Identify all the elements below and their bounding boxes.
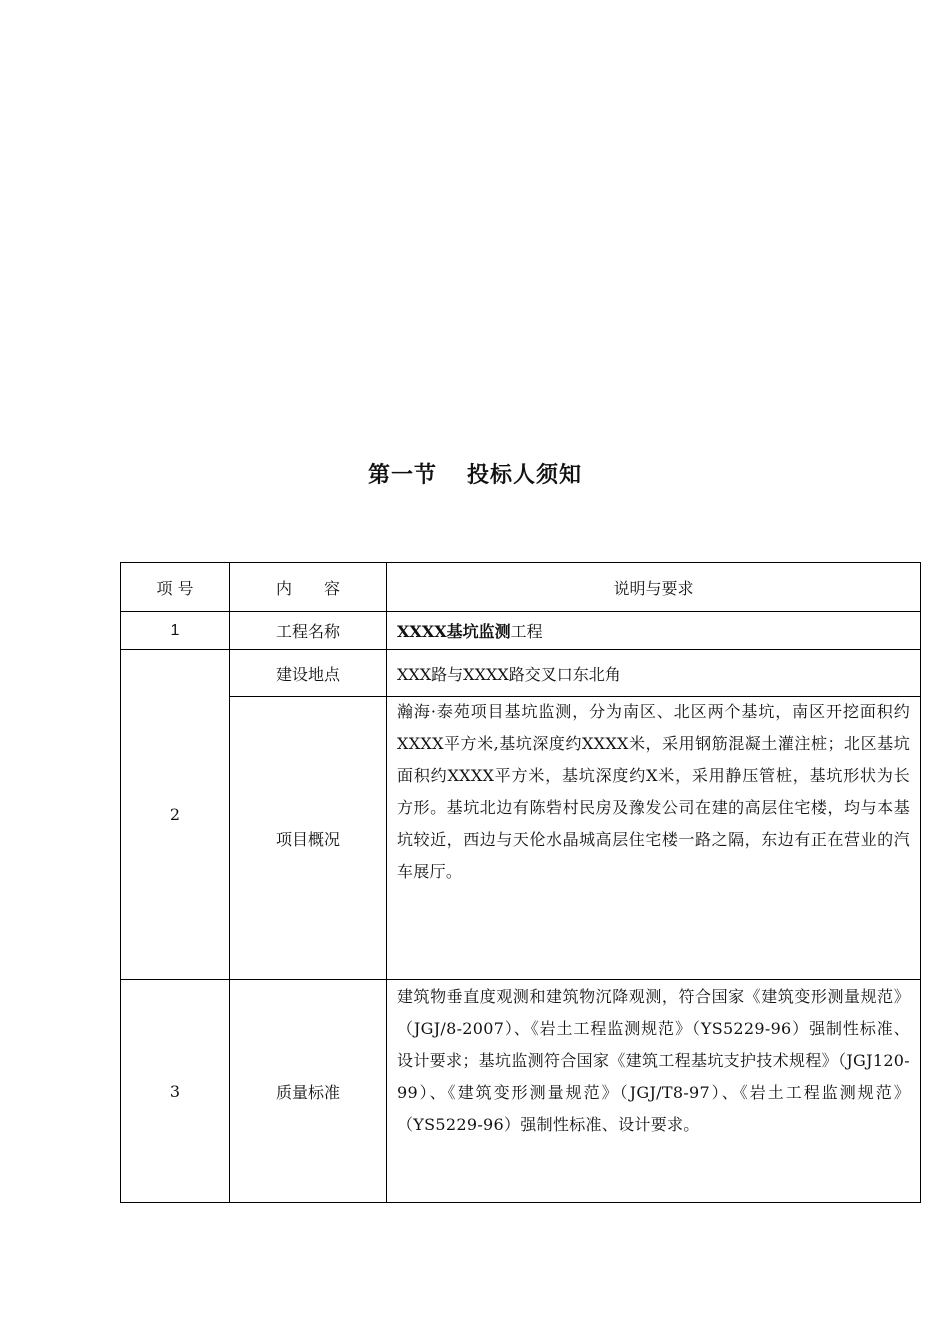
- row-description: [387, 697, 921, 980]
- quality-standard-text: 建筑物垂直度观测和建筑物沉降观测，符合国家《建筑变形测量规范》（JGJ/8-2007）、《岩土工程监测规范》（YS5229-96）强制性标准、设计要求；基坑监测符合国家《建筑工程基坑支护技术规程》（JGJ120-99）、《建筑变形测量规范》（JGJ/T8-97）、《岩土工程监测规范》（YS5229-96）强制性标准、设计要求。: [397, 987, 910, 1134]
- row-number: 2: [121, 650, 230, 980]
- section-heading: 投标人须知: [467, 462, 583, 488]
- row-item: 工程名称: [230, 612, 387, 650]
- project-name-bold: XXXX基坑监测: [397, 622, 511, 641]
- project-name-suffix: 工程: [510, 622, 543, 641]
- row-description: XXX路与XXXX路交叉口东北角: [387, 650, 921, 697]
- row-description: [387, 612, 921, 650]
- table-row: [121, 697, 921, 980]
- row-item: 建设地点: [230, 650, 387, 697]
- row-item: 项目概况: [230, 697, 387, 980]
- header-content: 内 容: [230, 563, 387, 612]
- section-number: 第一节: [367, 462, 437, 488]
- row-item: 质量标准: [230, 980, 387, 1203]
- row-number: 1: [121, 612, 230, 650]
- header-item-number: 项 号: [121, 563, 230, 612]
- bidder-instructions-table: [120, 562, 921, 1203]
- row-description: [387, 980, 921, 1203]
- section-title: [0, 458, 950, 489]
- table-row: [121, 650, 921, 697]
- table-header-row: [121, 563, 921, 612]
- table-row: [121, 980, 921, 1203]
- header-description: 说明与要求: [387, 563, 921, 612]
- table-row: [121, 612, 921, 650]
- project-overview-text: 瀚海·泰苑项目基坑监测，分为南区、北区两个基坑，南区开挖面积约XXXX平方米,基坑深度约XXXX米，采用钢筋混凝土灌注桩；北区基坑面积约XXXX平方米，基坑深度约X米，采用静压管桩，基坑形状为长方形。基坑北边有陈砦村民房及豫发公司在建的高层住宅楼，均与本基坑较近，西边与天伦水晶城高层住宅楼一路之隔，东边有正在营业的汽车展厅。: [397, 702, 910, 881]
- row-number: 3: [121, 980, 230, 1203]
